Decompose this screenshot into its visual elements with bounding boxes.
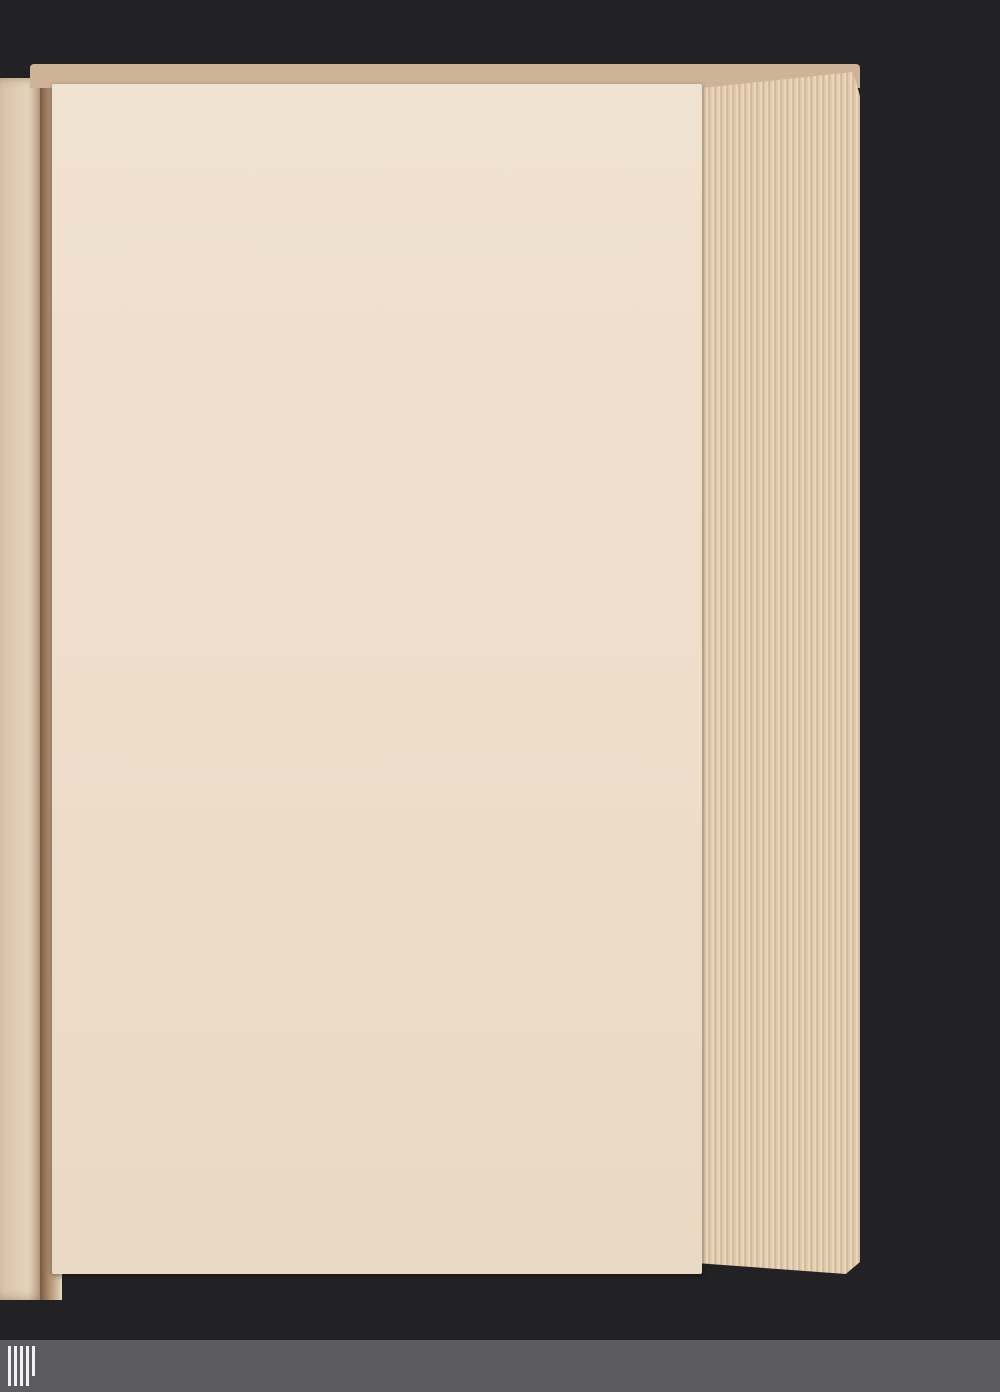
library-logo-icon [8, 1346, 48, 1386]
right-page [52, 84, 702, 1274]
library-footer [0, 1340, 1000, 1392]
page-fore-edge [682, 72, 860, 1274]
